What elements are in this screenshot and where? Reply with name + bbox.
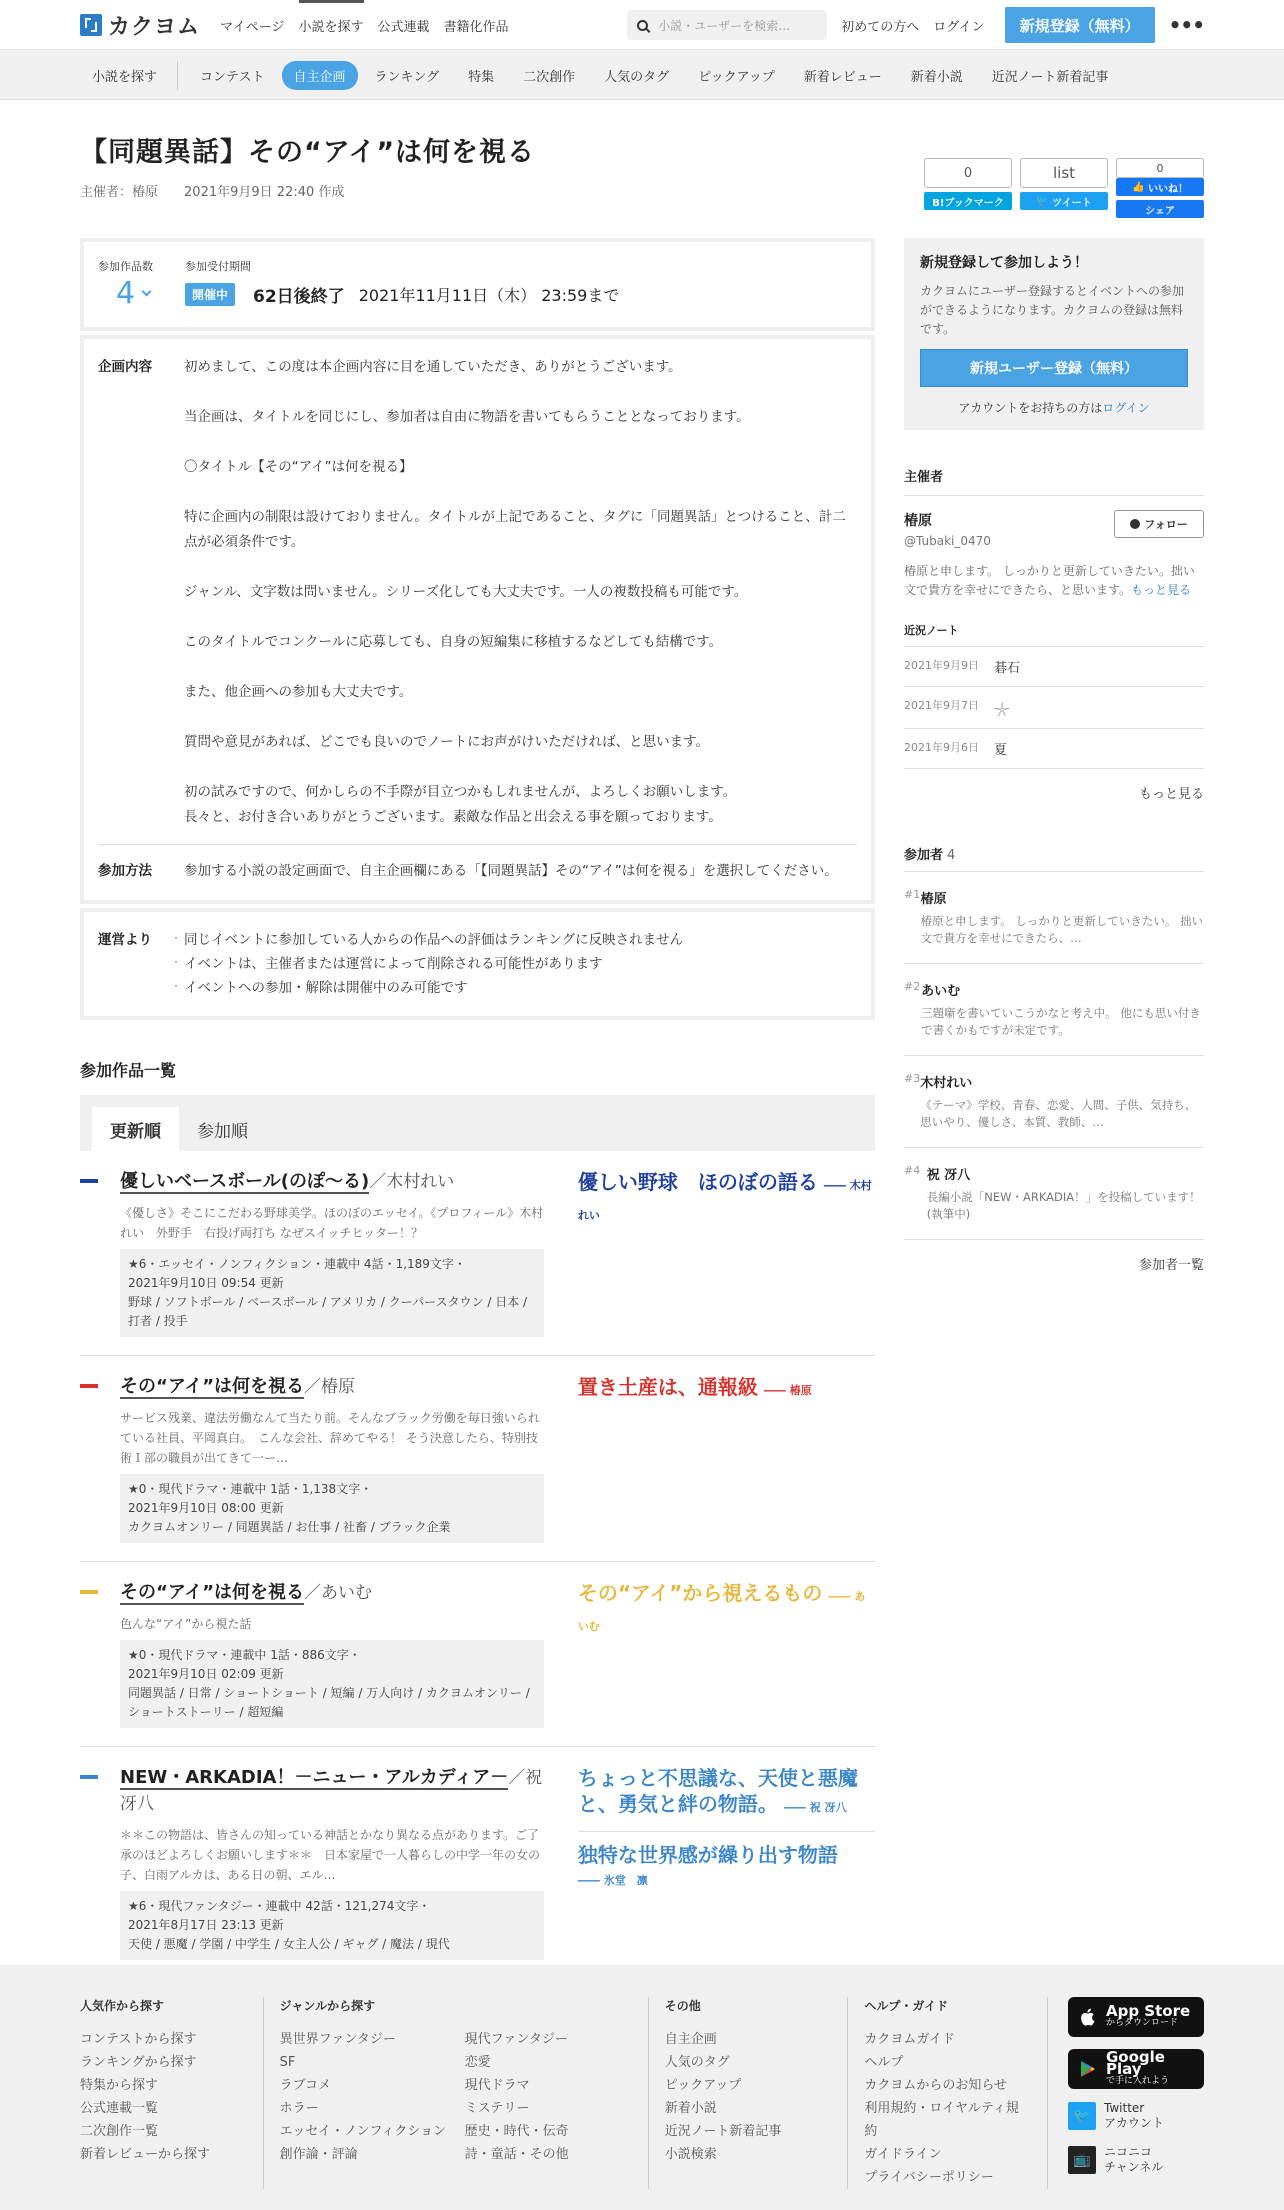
content-paragraph: 特に企画内の制限は設けておりません。タイトルが上記であること、タグに「同題異話」とつけること、計二点が必須条件です。 [184,509,846,550]
work-title[interactable] [120,1169,544,1195]
hatena-bookmark[interactable]: 0 B!ブックマーク [924,158,1012,218]
work-catchphrase: その“アイ”から視えるもの―― あいむ [578,1580,875,1640]
register-button[interactable]: 新規登録（無料） [1005,7,1155,43]
footer-link[interactable]: 人気のタグ [664,2055,730,2070]
first-time-link[interactable]: 初めての方へ [841,19,920,35]
participant-item[interactable] [904,964,1204,1056]
participant-name[interactable]: 椿原 [920,892,947,907]
global-header [0,0,1284,50]
catch-author[interactable]: ―― 椿原 [764,1384,812,1397]
work-description: 《優しさ》そこにこだわる野球美学。ほのぼのエッセイ。《プロフィール》木村れい 外野手 右投げ両打ち なぜスイッチヒッター！？ [120,1206,544,1240]
subnav-item[interactable]: 人気のタグ [604,69,670,85]
participants-all-link[interactable]: 参加者一覧 [1138,1258,1204,1273]
catch-author[interactable]: ―― 祝 冴八 [784,1801,847,1814]
work-info [120,1249,544,1337]
thumbs-up-icon: 👍 [1132,181,1148,193]
twitter-link[interactable]: 🐦 Twitter アカウント [1068,2101,1204,2131]
footer-link[interactable]: 公式連載一覧 [80,2101,159,2116]
participant-rank: #1 [904,888,921,901]
fb-share-button[interactable]: シェア [1116,200,1204,218]
subnav-item[interactable]: ランキング [374,69,440,85]
footer-link[interactable]: ヘルプ [864,2055,904,2070]
global-nav [220,2,509,49]
logo-icon [80,14,102,36]
work-title-link[interactable]: その“アイ”は何を視る [120,1582,305,1603]
work-tags[interactable]: 野球 / ソフトボール / ベースボール / アメリカ / クーパースタウン / 日本 / 打者 / 投手 [128,1295,528,1328]
work-meta: ★0・現代ドラマ・連載中 1話・1,138文字・ [128,1482,373,1496]
content-paragraph: 当企画は、タイトルを同じにし、参加者は自由に物語を書いてもらうこととなっております。 [184,409,750,425]
footer-column [80,1997,264,2189]
subnav-item[interactable]: 新着小説 [910,69,963,85]
more-menu-icon[interactable]: ••• [1168,13,1204,37]
footer-heading: その他 [664,1999,701,2013]
participant-rank: #2 [904,980,921,993]
work-tags[interactable]: カクヨムオンリー / 同題異話 / お仕事 / 社畜 / ブラック企業 [128,1520,451,1534]
footer-link[interactable]: コンテストから探す [80,2032,197,2047]
footer-link[interactable]: カクヨムガイド [864,2032,956,2047]
note-item[interactable] [904,729,1204,769]
work-meta: ★0・現代ドラマ・連載中 1話・886文字・ [128,1648,361,1662]
work-catchphrase: 優しい野球 ほのぼの語る―― 木村れい [578,1169,875,1229]
fb-like-button[interactable]: 👍 いいね！ [1116,178,1204,196]
footer-link[interactable]: ランキングから探す [80,2055,197,2070]
footer-link[interactable]: ミステリー [464,2101,530,2116]
work-author[interactable]: ／祝 冴八 [120,1768,543,1814]
work-author[interactable]: ／あいむ [304,1583,373,1603]
app-store-badge[interactable]: App Store からダウンロード [1068,1997,1204,2037]
footer-link[interactable]: 利用規約・ロイヤルティ規約 [864,2101,1019,2139]
work-updated: 2021年9月10日 02:09 更新 [128,1667,284,1681]
footer-link[interactable]: カクヨムからのお知らせ [864,2078,1008,2093]
work-info [120,1474,544,1543]
work-color-bar [80,1384,98,1388]
work-updated: 2021年8月17日 23:13 更新 [128,1918,284,1932]
new-user-register-button[interactable]: 新規ユーザー登録（無料） [920,349,1188,387]
niconico-icon: 📺 [1068,2146,1096,2174]
note-item[interactable] [904,647,1204,687]
tweet-button[interactable]: list 🐦 ツイート [1020,158,1108,218]
work-title-link[interactable]: その“アイ”は何を視る [120,1376,305,1397]
subnav-item[interactable]: 特集 [468,69,495,85]
footer-column [864,1997,1048,2189]
participant-name[interactable]: 祝 冴八 [926,1168,971,1183]
work-description: ＊＊この物語は、皆さんの知っている神話とかなり異なる点があります。ご了承のほどよろしくお願いします＊＊ 日本家屋で一人暮らしの中学一年の女の子、白雨アルカは、ある日の朝、エル… [120,1828,541,1882]
google-play-icon [1078,2059,1098,2079]
work-meta: ★6・現代ファンタジー・連載中 42話・121,274文字・ [128,1899,431,1913]
work-tags[interactable]: 同題異話 / 日常 / ショートショート / 短編 / 万人向け / カクヨムオンリー / ショートストーリー / 超短編 [128,1686,530,1719]
note-date: 2021年9月9日 [904,659,979,672]
content-paragraph: 〇タイトル【その“アイ”は何を視る】 [184,459,413,475]
nav-official[interactable]: 公式連載 [377,19,430,35]
note-item[interactable] [904,687,1204,729]
work-info [120,1640,544,1728]
content-paragraph: 質問や意見があれば、どこでも良いのでノートにお声がけいただければ、と思います。 [184,734,710,750]
participant-desc: 椿原と申します。 しっかりと更新していきたい。 拙い文で貴方を幸せにできたら、… [920,914,1204,945]
footer-column [665,1997,849,2189]
note-title[interactable]: 碁石 [994,661,1021,676]
tab-updated[interactable]: 更新順 [92,1107,179,1151]
footer-link[interactable]: SF [279,2055,296,2070]
login-link[interactable]: ログイン [1102,401,1150,415]
work-author[interactable]: ／椿原 [304,1377,356,1397]
work-color-bar [80,1590,98,1594]
footer-link[interactable]: ピックアップ [664,2078,742,2093]
subnav-item[interactable]: 小説を探す [80,61,178,90]
login-link[interactable]: ログイン [933,19,985,35]
content-paragraph: また、他企画への参加も大丈夫です。 [184,684,413,700]
footer-link[interactable]: 異世界ファンタジー [279,2032,396,2047]
event-meta: 主催者：椿原 2021年9月9日 22:40 作成 [80,185,345,200]
note-title[interactable]: 𓇼 [994,702,1010,717]
footer-column [280,1997,649,2189]
participant-item[interactable] [904,1056,1204,1148]
nav-books[interactable]: 書籍化作品 [443,19,509,35]
work-title-link[interactable]: NEW・ARKADIA！－ニュー・アルカディア－ [120,1767,509,1788]
footer-link[interactable]: 歴史・時代・伝奇 [464,2124,569,2139]
subnav-item[interactable]: 新着レビュー [803,69,882,85]
sub-nav [0,50,1284,100]
work-meta: ★6・エッセイ・ノンフィクション・連載中 4話・1,189文字・ [128,1257,466,1271]
work-title[interactable] [120,1374,544,1400]
work-title[interactable] [120,1765,544,1817]
footer-link[interactable]: プライバシーポリシー [864,2170,994,2185]
nav-find-novels[interactable]: 小説を探す [299,2,364,49]
work-catchphrase: ちょっと不思議な、天使と悪魔と、勇気と絆の物語。―― 祝 冴八 [578,1765,875,1821]
footer-heading: ジャンルから探す [279,1999,376,2013]
notice-box: 運営より ・ 同じイベントに参加している人からの作品への評価はランキングに反映されません ・ イベントは、主催者または運営によって削除される可能性があります ・ イベントへの参加・解除は開催中のみ可能です [80,908,875,1020]
work-updated: 2021年9月10日 09:54 更新 [128,1276,284,1290]
twitter-icon: 🐦 [1036,195,1053,207]
subnav-item[interactable]: ピックアップ [698,69,775,85]
work-color-bar [80,1775,98,1779]
subnav-item[interactable]: 自主企画 [282,61,358,90]
work-catchphrase: 置き土産は、通報級―― 椿原 [578,1374,875,1404]
work-description: 色んな“アイ”から視た話 [120,1617,252,1631]
participant-name[interactable]: 木村れい [920,1076,973,1091]
chevron-down-icon [142,287,152,297]
search-icon [637,20,648,31]
status-badge: 開催中 [185,283,235,306]
work-item [80,1747,875,1979]
note-date: 2021年9月6日 [904,741,979,754]
footer-link[interactable]: 近況ノート新着記事 [664,2124,782,2139]
content-paragraph: このタイトルでコンクールに応募しても、自身の短編集に移植するなどしても結構です。 [184,634,723,650]
content-paragraph: 初めまして、この度は本企画内容に目を通していただき、ありがとうございます。 [184,359,682,375]
footer-link[interactable]: 現代ファンタジー [464,2032,568,2047]
footer-link[interactable]: エッセイ・ノンフィクション [279,2124,447,2139]
catch-author[interactable]: ―― あいむ [578,1590,865,1633]
participant-item[interactable] [904,872,1204,964]
event-details: 企画内容 初めまして、この度は本企画内容に目を通していただき、ありがとうございます。 当企画は、タイトルを同じにし、参加者は自由に物語を書いてもらうこととなっております。 〇タイトル【その“アイ”は何を視る】 特に企画内の制限は設けておりません。タイトルが上記であること、タグに「同題異話」とつけること、計二点が必須条件です。 ジャンル、文字数は問いません。シリーズ化しても大丈夫です。一人の複数投稿も可能です。 このタイトルでコンクールに応募しても、自身の短編集に移植するなどしても結構です。 また、他企画への参加も大丈夫です。 質問や意見があれば、どこでも良いのでノートにお声がけいただければ、と思います。 初の試みですので、何かしらの不手際が目立つかもしれませんが、よろしくお願いします。 長々と、お付き合いありがとうございます。素敵な作品と出会える事を願っております。 参加方法 参加する小説の設定画面で、自主企画欄にある「【同題異話】その“アイ”は何を視る」を選択してください。 [80,335,875,904]
sort-tabs [80,1095,875,1151]
review-catchphrase: 独特な世界感が繰り出す物語 ―― 氷堂 凛 [578,1831,875,1894]
share-buttons [924,158,1204,218]
work-item [80,1356,875,1562]
search-input[interactable]: 小説・ユーザーを検索… [627,10,827,40]
niconico-link[interactable]: 📺 ニコニコ チャンネル [1068,2145,1204,2175]
footer-link[interactable]: 新着小説 [664,2101,717,2116]
footer-heading: 人気作から探す [80,1999,165,2013]
twitter-icon: 🐦 [1068,2102,1096,2130]
work-tags[interactable]: 天使 / 悪魔 / 学園 / 中学生 / 女主人公 / ギャグ / 魔法 / 現代 [128,1937,450,1951]
review-author[interactable]: ―― 氷堂 凛 [578,1868,875,1894]
work-title[interactable] [120,1580,544,1606]
footer-heading: ヘルプ・ガイド [864,1999,949,2013]
footer-link[interactable]: 自主企画 [664,2032,717,2047]
work-color-bar [80,1179,98,1183]
works-heading: 参加作品一覧 [80,1061,177,1080]
apple-icon [1078,2007,1098,2027]
work-item [80,1562,875,1747]
participant-rank: #4 [904,1164,921,1177]
work-author[interactable]: ／木村れい [369,1172,455,1192]
subnav-item[interactable]: コンテスト [200,69,265,85]
notes-more-link[interactable]: もっと見る [1138,787,1204,802]
footer-link[interactable]: 二次創作一覧 [80,2124,159,2139]
subnav-item[interactable]: 近況ノート新着記事 [991,69,1109,85]
footer-link[interactable]: 詩・童話・その他 [464,2147,569,2162]
more-link[interactable]: もっと見る [1131,583,1192,597]
footer-link[interactable]: 小説検索 [664,2147,717,2162]
footer-link[interactable]: 恋愛 [464,2055,491,2070]
follow-button[interactable]: フォロー [1114,510,1204,538]
event-stats: 参加作品数 4 参加受付期間 開催中 62日後終了 2021年11月11日（木） 23:59まで [80,238,875,331]
work-info [120,1891,544,1960]
footer-link[interactable]: ガイドライン [864,2147,942,2162]
subnav-item[interactable]: 二次創作 [523,69,576,85]
note-date: 2021年9月7日 [904,699,979,712]
participant-desc: 《テーマ》学校、青春、恋愛、人間、子供、気持ち、思いやり、優しさ、本質、教師、… [920,1098,1197,1129]
participant-desc: 三題噺を書いていこうかなと考え中。 他にも思い付きで書くかもですが未定です。 [921,1006,1201,1037]
work-title-link[interactable]: 優しいベースボール(のぽ〜る) [120,1171,370,1192]
work-updated: 2021年9月10日 08:00 更新 [128,1501,284,1515]
kakuyomu-logo[interactable]: カクヨム [80,10,200,41]
footer-link[interactable]: ホラー [279,2101,319,2116]
content-paragraph: ジャンル、文字数は問いません。シリーズ化しても大丈夫です。一人の複数投稿も可能です。 [184,584,748,600]
footer [0,1965,1284,2210]
note-title[interactable]: 夏 [994,743,1008,758]
footer-link[interactable]: ラブコメ [279,2078,331,2093]
page-title: 【同題異話】その“アイ”は何を視る [80,137,536,168]
join-box: 新規登録して参加しよう！ カクヨムにユーザー登録するとイベントへの参加ができるようになります。カクヨムの登録は無料です。 新規ユーザー登録（無料） アカウントをお持ちの方はログイン [904,238,1204,430]
google-play-badge[interactable]: Google Play で手に入れよう [1068,2049,1204,2089]
participant-rank: #3 [904,1072,921,1085]
participant-desc: 長編小説「NEW・ARKADIA！」を投稿しています！(執筆中) [926,1190,1201,1221]
participant-name[interactable]: あいむ [921,984,961,999]
footer-link[interactable]: 創作論・評論 [279,2147,358,2162]
catch-author[interactable]: ―― 木村れい [578,1179,872,1222]
work-description: サービス残業、違法労働なんて当たり前。そんなブラック労働を毎日強いられている社員、平岡真白。 こんな会社、辞めてやる！ そう決意したら、特別技術Ｉ部の職員が出てきて一ー… [120,1411,540,1465]
footer-link[interactable]: 現代ドラマ [464,2078,530,2093]
work-item [80,1151,875,1356]
person-plus-icon [1130,519,1140,529]
tab-joined[interactable]: 参加順 [197,1121,248,1142]
footer-link[interactable]: 特集から探す [80,2078,159,2093]
entry-count[interactable]: 4 [98,276,153,311]
host-name[interactable]: 椿原 [904,513,932,529]
facebook-buttons: 0 👍 いいね！ シェア [1116,158,1204,218]
participant-item[interactable] [904,1148,1204,1240]
footer-link[interactable]: 新着レビューから探す [80,2147,211,2162]
nav-mypage[interactable]: マイページ [220,19,285,35]
